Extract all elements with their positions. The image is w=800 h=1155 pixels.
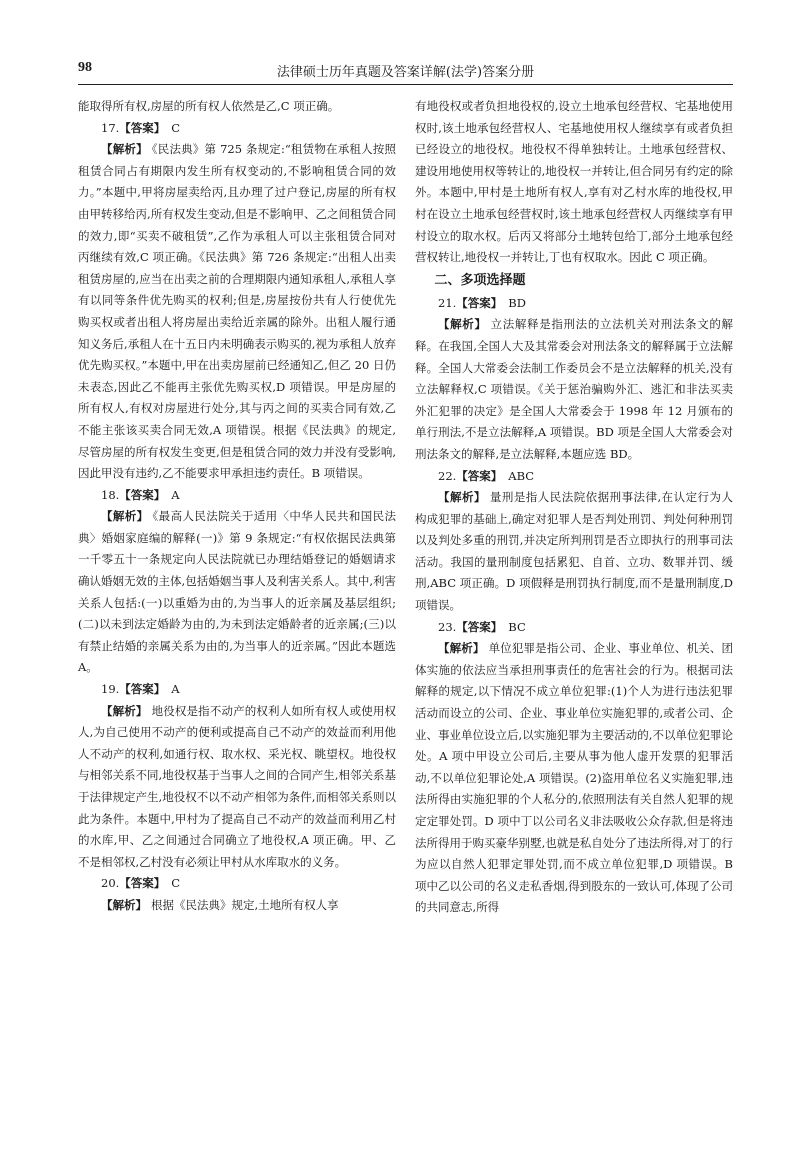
explanation-text: 单位犯罪是指公司、企业、事业单位、机关、团体实施的依法应当承担刑事责任的危害社会的行为。根据司法解释的规定,以下情况不成立单位犯罪:(1)个人为进行违法犯罪活动而设立的公司、企业、事业单位实施犯罪的,或者公司、企业、事业单位设立后,以实施犯罪为主要活动的,不以单位犯罪论处。A 项中甲设立公司后,主要从事为他人虚开发票的犯罪活动,不以单位犯罪论处,A 项错误。(2)盗用单位名义实施犯罪,违法所得由实施犯罪的个人私分的,依照刑法有关自然人犯罪的规定定罪处罚。D 项中丁以公司名义非法吸收公众存款,但是将违法所得用于购买豪华别墅,也就是私自处分了违法所得,对丁的行为应以自然人犯罪定罪处罚,而不成立单位犯罪,D 项错误。B 项中乙以公司的名义走私香烟,得到股东的一致认可,体现了公司的共同意志,所得 [415, 641, 734, 915]
answer-line-21 [415, 293, 733, 315]
question-number: 22. [438, 468, 457, 483]
explanation-text: 《最高人民法院关于适用〈中华人民共和国民法典〉婚姻家庭编的解释(一)》第 9 条规定:“有权依据民法典第一千零五十一条规定向人民法院就已办理结婚登记的婚姻请求确认婚姻无效的主体,包括婚姻当事人及利害关系人。其中,利害关系人包括:(一)以重婚为由的,为当事人的近亲属及基层组织;(二)以未到法定婚龄为由的,为未到法定婚龄者的近亲属;(三)以有禁止结婚的亲属关系为由的,为当事人的近亲属。”因此本题选 A。 [78, 509, 397, 675]
section-title: 二、多项选择题 [434, 272, 526, 288]
running-title: 法律硕士历年真题及答案详解(法学)答案分册 [276, 65, 535, 80]
question-number: 21. [438, 295, 457, 310]
answer-line-20 [78, 873, 396, 895]
answer-value: A [171, 487, 180, 502]
explanation-22 [415, 487, 733, 617]
answer-value: C [171, 120, 181, 135]
explanation-label: 【解析】 [101, 703, 148, 718]
explanation-19 [78, 701, 396, 874]
left-column [78, 96, 396, 917]
explanation-label: 【解析】 [101, 142, 148, 157]
explanation-label: 【解析】 [101, 897, 147, 912]
answer-value: BD [508, 295, 526, 310]
explanation-label: 【解析】 [438, 490, 486, 505]
answer-label: 【答案】 [456, 619, 503, 634]
explanation-label: 【解析】 [101, 509, 149, 524]
question-number: 17. [101, 120, 120, 135]
answer-line-23 [415, 617, 733, 639]
answer-value: BC [508, 619, 526, 634]
answer-label: 【答案】 [456, 468, 503, 483]
answer-line-19 [78, 679, 396, 701]
page-number: 98 [78, 60, 92, 75]
explanation-label: 【解析】 [438, 641, 485, 656]
explanation-text: 《民法典》第 725 条规定:“租赁物在承租人按照租赁合同占有期限内发生所有权变动的,不影响租赁合同的效力。”本题中,甲将房屋卖给丙,且办理了过户登记,房屋的所有权由甲转移给丙,所有权发生变动,但是不影响甲、乙之间租赁合同的效力,即“买卖不破租赁”,乙作为承租人可以主张租赁合同对丙继续有效,C 项正确。《民法典》第 726 条规定:“出租人出卖租赁房屋的,应当在出卖之前的合理期限内通知承租人,承租人享有以同等条件优先购买的权利;但是,房屋按份共有人行使优先购买权或者出租人将房屋出卖给近亲属的除外。出租人履行通知义务后,承租人在十五日内未明确表示购买的,视为承租人放弃优先购买权。”本题中,甲在出卖房屋前已经通知乙,但乙 20 日仍未表态,因此乙不能再主张优先购买权,D 项错误。甲是房屋的所有权人,有权对房屋进行处分,其与丙之间的买卖合同有效,乙不能主张该买卖合同无效,A 项错误。根据《民法典》的规定,尽管房屋的所有权发生变更,但是租赁合同的效力并没有受影响,因此甲没有违约,乙不能要求甲承担违约责任。B 项错误。 [78, 142, 397, 481]
answer-label: 【答案】 [119, 876, 166, 891]
continuation-text: 能取得所有权,房屋的所有权人依然是乙,C 项正确。 [78, 99, 340, 113]
answer-line-22 [415, 466, 733, 488]
question-number: 23. [438, 619, 457, 634]
explanation-21 [415, 314, 733, 465]
question-number: 19. [101, 682, 120, 697]
answer-label: 【答案】 [119, 487, 166, 502]
answer-label: 【答案】 [119, 682, 166, 697]
explanation-text: 根据《民法典》规定,土地所有权人享 [151, 897, 339, 912]
answer-value: A [171, 682, 180, 697]
explanation-text: 量刑是指人民法院依据刑事法律,在认定行为人构成犯罪的基础上,确定对犯罪人是否判处刑罚、判处何种刑罚以及判处多重的刑罚,并决定所判刑罚是否立即执行的刑事司法活动。我国的量刑制度包括累犯、自首、立功、数罪并罚、缓刑,ABC 项正确。D 项假释是刑罚执行制度,而不是量刑制度,D 项错误。 [415, 490, 733, 613]
explanation-text: 立法解释是指刑法的立法机关对刑法条文的解释。在我国,全国人大及其常委会对刑法条文的解释属于立法解释。全国人大常委会法制工作委员会不是立法解释的机关,没有立法解释权,C 项错误。《关于惩治骗购外汇、逃汇和非法买卖外汇犯罪的决定》是全国人大常委会于 1998 年 12 月颁布的单行刑法,不是立法解释,A 项错误。BD 项是全国人大常委会对刑法条文的解释,是立法解释,本题应选 BD。 [415, 317, 733, 461]
answer-label: 【答案】 [119, 120, 166, 135]
answer-line-18 [78, 485, 396, 507]
continuation-text: 有地役权或者负担地役权的,设立土地承包经营权、宅基地使用权时,该土地承包经营权人、宅基地使用权人继续享有或者负担已经设立的地役权。地役权不得单独转让。土地承包经营权、建设用地使用权等转让的,地役权一并转让,但合同另有约定的除外。本题中,甲村是土地所有权人,享有对乙村水库的地役权,甲村在设立土地承包经营权时,该土地承包经营权人丙继续享有甲村设立的取水权。后丙又将部分土地转包给丁,部分土地承包经营权转让,地役权一并转让,丁也有权取水。因此 C 项正确。 [415, 99, 733, 265]
explanation-20 [78, 895, 396, 917]
answer-label: 【答案】 [456, 295, 503, 310]
answer-line-17 [78, 118, 396, 140]
explanation-label: 【解析】 [438, 317, 487, 332]
explanation-17 [78, 139, 396, 485]
answer-value: ABC [508, 468, 535, 483]
answer-value: C [171, 876, 181, 891]
right-column [415, 96, 733, 919]
question-number: 18. [101, 487, 120, 502]
explanation-text: 地役权是指不动产的权利人如所有权人或使用权人,为自己使用不动产的便利或提高自己不动产的效益而利用他人不动产的权利,如通行权、取水权、采光权、眺望权。地役权与相邻关系不同,地役权基于当事人之间的合同产生,相邻关系基于法律规定产生,地役权不以不动产相邻为条件,而相邻关系则以此为条件。本题中,甲村为了提高自己不动产的效益而利用乙村的水库,甲、乙之间通过合同确立了地役权,A 项正确。甲、乙不是相邻权,乙村没有必须让甲村从水库取水的义务。 [78, 703, 397, 869]
question-number: 20. [101, 876, 120, 891]
explanation-23 [415, 638, 733, 919]
page-header [78, 58, 733, 85]
explanation-18 [78, 506, 396, 679]
